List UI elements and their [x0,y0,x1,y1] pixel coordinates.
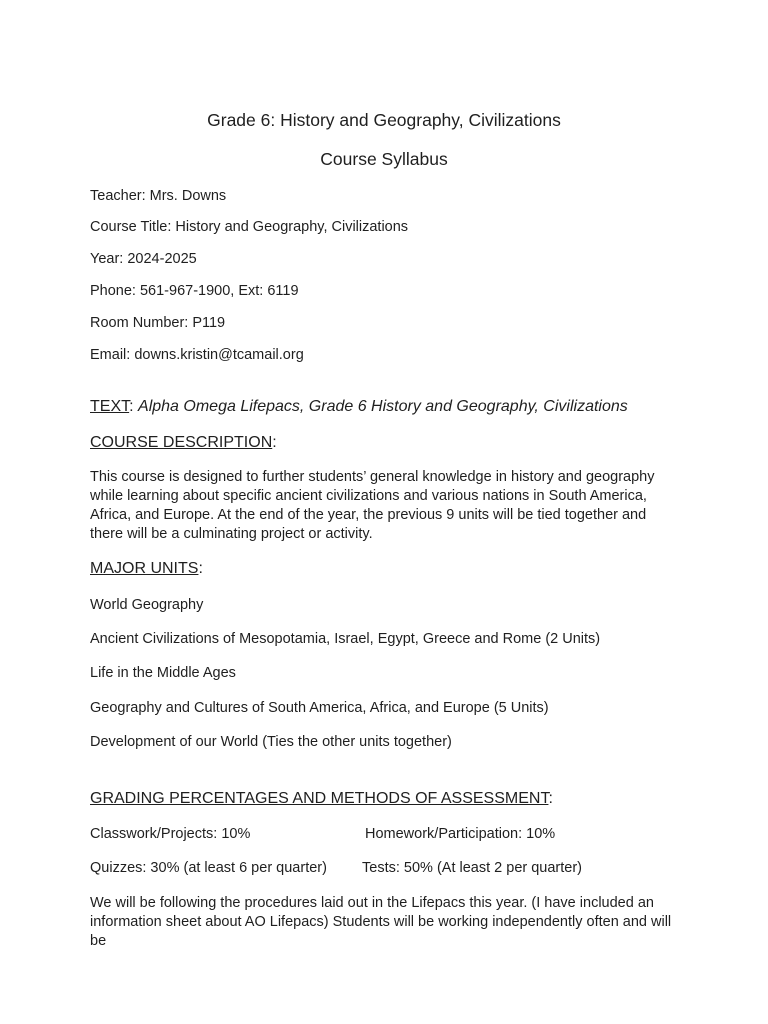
teacher-line: Teacher: Mrs. Downs [90,188,227,204]
major-unit-item: Geography and Cultures of South America, Africa, and Europe (5 Units) [90,700,549,716]
major-unit-item: Ancient Civilizations of Mesopotamia, Israel, Egypt, Greece and Rome (2 Units) [90,631,601,647]
grading-heading [90,789,553,809]
text-label: TEXT [90,398,130,415]
course-description-heading [90,433,277,453]
grading-colon: : [548,790,553,807]
document-title: Grade 6: History and Geography, Civilizations [207,110,561,130]
major-unit-item: Development of our World (Ties the other units together) [90,734,452,750]
tests-weight: Tests: 50% (At least 2 per quarter) [362,860,583,876]
homework-weight: Homework/Participation: 10% [365,826,556,842]
year-line: Year: 2024-2025 [90,251,197,267]
course-title-line: Course Title: History and Geography, Civilizations [90,219,409,235]
text-value: Alpha Omega Lifepacs, Grade 6 History and Geography, Civilizations [138,398,628,415]
course-description-label: COURSE DESCRIPTION [90,434,273,451]
email-line: Email: downs.kristin@tcamail.org [90,347,304,363]
text-colon: : [129,398,134,415]
grading-label: GRADING PERCENTAGES AND METHODS OF ASSESSMENT [90,790,549,807]
major-units-label: MAJOR UNITS [90,560,199,577]
major-units-heading [90,559,203,579]
phone-line: Phone: 561-967-1900, Ext: 6119 [90,283,299,299]
classwork-weight: Classwork/Projects: 10% [90,826,251,842]
major-unit-item: World Geography [90,597,204,613]
major-units-colon: : [198,560,203,577]
major-unit-item: Life in the Middle Ages [90,665,236,681]
quizzes-weight: Quizzes: 30% (at least 6 per quarter) [90,860,327,876]
text-heading [90,397,628,417]
room-line: Room Number: P119 [90,315,226,331]
course-description-body: This course is designed to further students’ general knowledge in history and geography while learning about specific ancient civilizations and various nations in South America, Africa, and Europe. At the end of the year, the previous 9 units will be tied together and there will be a culminating project or activity. [90,469,655,542]
document-subtitle: Course Syllabus [320,149,448,169]
grading-body: We will be following the procedures laid out in the Lifepacs this year. (I have included an information sheet about AO Lifepacs) Students will be working independently often and will be [90,895,672,949]
course-description-colon: : [272,434,277,451]
